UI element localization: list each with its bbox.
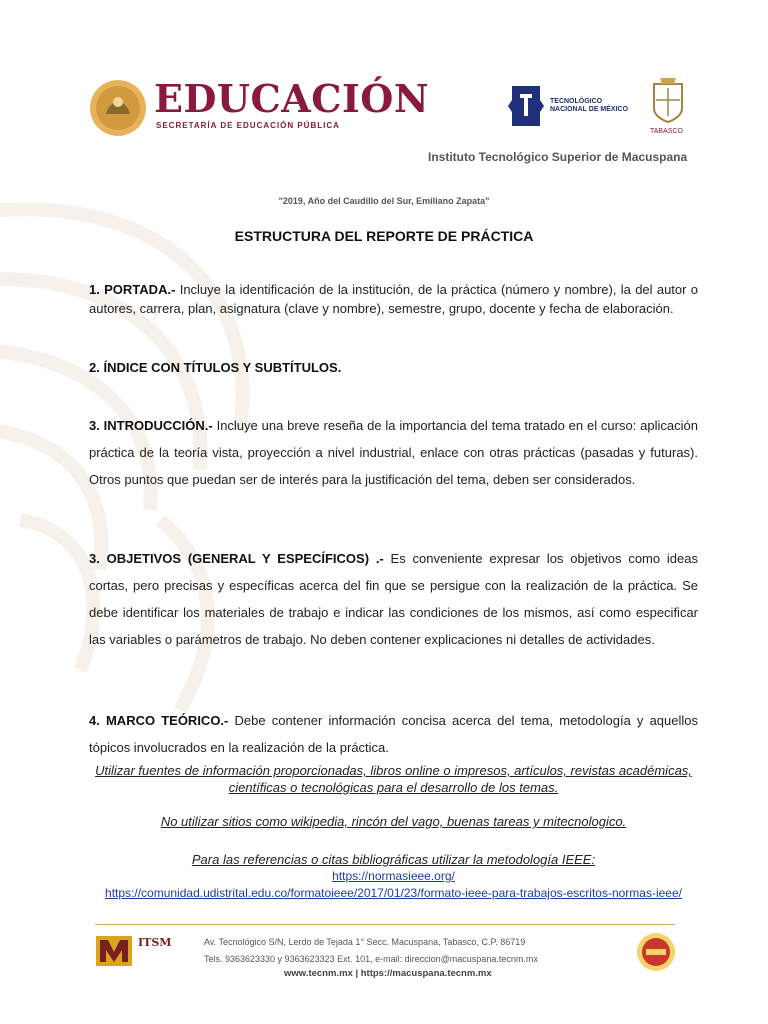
intro-body: Incluye una breve reseña de la importancia del tema tratado en el curso: aplicación práctica de la teoría vista, proyección a nivel industrial, enlace con otras prácticas (pasadas y futuras). Otros puntos que puedan ser de interés para la justificación del tema, deben ser considerados. [89,418,698,487]
tabasco-label: TABASCO [650,128,683,135]
section-marco-teorico [89,707,698,761]
footer-divider [95,924,675,925]
edu-subtitle: SECRETARÍA DE EDUCACIÓN PÚBLICA [156,121,340,130]
section-objetivos [89,545,698,653]
reference-links [89,868,698,902]
edu-title: EDUCACIÓN [154,76,430,121]
link-udistrital[interactable]: https://comunidad.udistrital.edu.co/formatoieee/2017/01/23/formato-ieee-para-trabajos-escritos-normas-ieee/ [105,886,682,900]
section-introduccion [89,412,698,493]
tecnm-line1: TECNOLÓGICO [550,98,603,105]
note-ieee [89,852,698,867]
objetivos-body: Es conveniente expresar los objetivos como ideas cortas, pero precisas y específicas acerca del fin que se persigue con la realización de la práctica. Se debe identificar los materiales de trabajo e indicar las condiciones de los mismos, así como especificar las variables o parámetros de trabajo. No deben contener explicaciones ni detalles de actividades. [89,551,698,647]
phones-line: Tels. 9363623330 y 9363623323 Ext. 101, e-mail: direccion@macuspana.tecnm.mx [204,954,538,964]
document-title: ESTRUCTURA DEL REPORTE DE PRÁCTICA [234,228,534,244]
note-sources [89,762,698,796]
portada-body: Incluye la identificación de la institución, de la práctica (número y nombre), la del autor o autores, carrera, plan, asignatura (clave y nombre), semestre, grupo, docente y fecha de elaboración. [89,282,698,316]
note-ieee-text: Para las referencias o citas bibliográficas utilizar la metodología IEEE: [191,852,596,867]
intro-heading: 3. INTRODUCCIÓN.- [89,418,213,433]
institution-badge-icon [636,932,676,972]
portada-heading: 1. PORTADA.- [89,282,176,297]
marco-body: Debe contener información concisa acerca del tema, metodología y aquellos tópicos involucrados en la realización de la práctica. [89,713,698,755]
institution-name: Instituto Tecnológico Superior de Macuspana [428,150,688,164]
section-indice: 2. ÍNDICE CON TÍTULOS Y SUBTÍTULOS. [89,360,342,375]
marco-heading: 4. MARCO TEÓRICO.- [89,713,229,728]
link-normasieee[interactable]: https://normasieee.org/ [332,869,455,883]
section-portada [89,280,698,318]
tecnm-text [550,98,628,114]
tecnm-logo-icon [506,80,546,132]
itsm-text: ITSM [138,936,172,949]
footer-web[interactable]: www.tecnm.mx | https://macuspana.tecnm.mx [284,968,492,979]
note-avoid-sites-text: No utilizar sitios como wikipedia, rincón del vago, buenas tareas y mitecnologico. [160,814,627,829]
address-line: Av. Tecnológico S/N, Lerdo de Tejada 1° Secc. Macuspana, Tabasco, C.P. 86719 [204,937,526,947]
note-sources-text: Utilizar fuentes de información proporcionadas, libros online o impresos, artículos, revistas académicas, científicas o tecnológicas para el desarrollo de los temas. [95,763,692,795]
footer-address [204,934,538,968]
objetivos-heading: 3. OBJETIVOS (GENERAL Y ESPECÍFICOS) .- [89,551,384,566]
tabasco-crest-icon [648,74,688,126]
tecnm-line2: NACIONAL DE MÉXICO [550,106,629,113]
sep-seal-icon [88,78,148,138]
year-motto: "2019, Año del Caudillo del Sur, Emiliano Zapata" [278,196,490,206]
note-avoid-sites [89,814,698,829]
